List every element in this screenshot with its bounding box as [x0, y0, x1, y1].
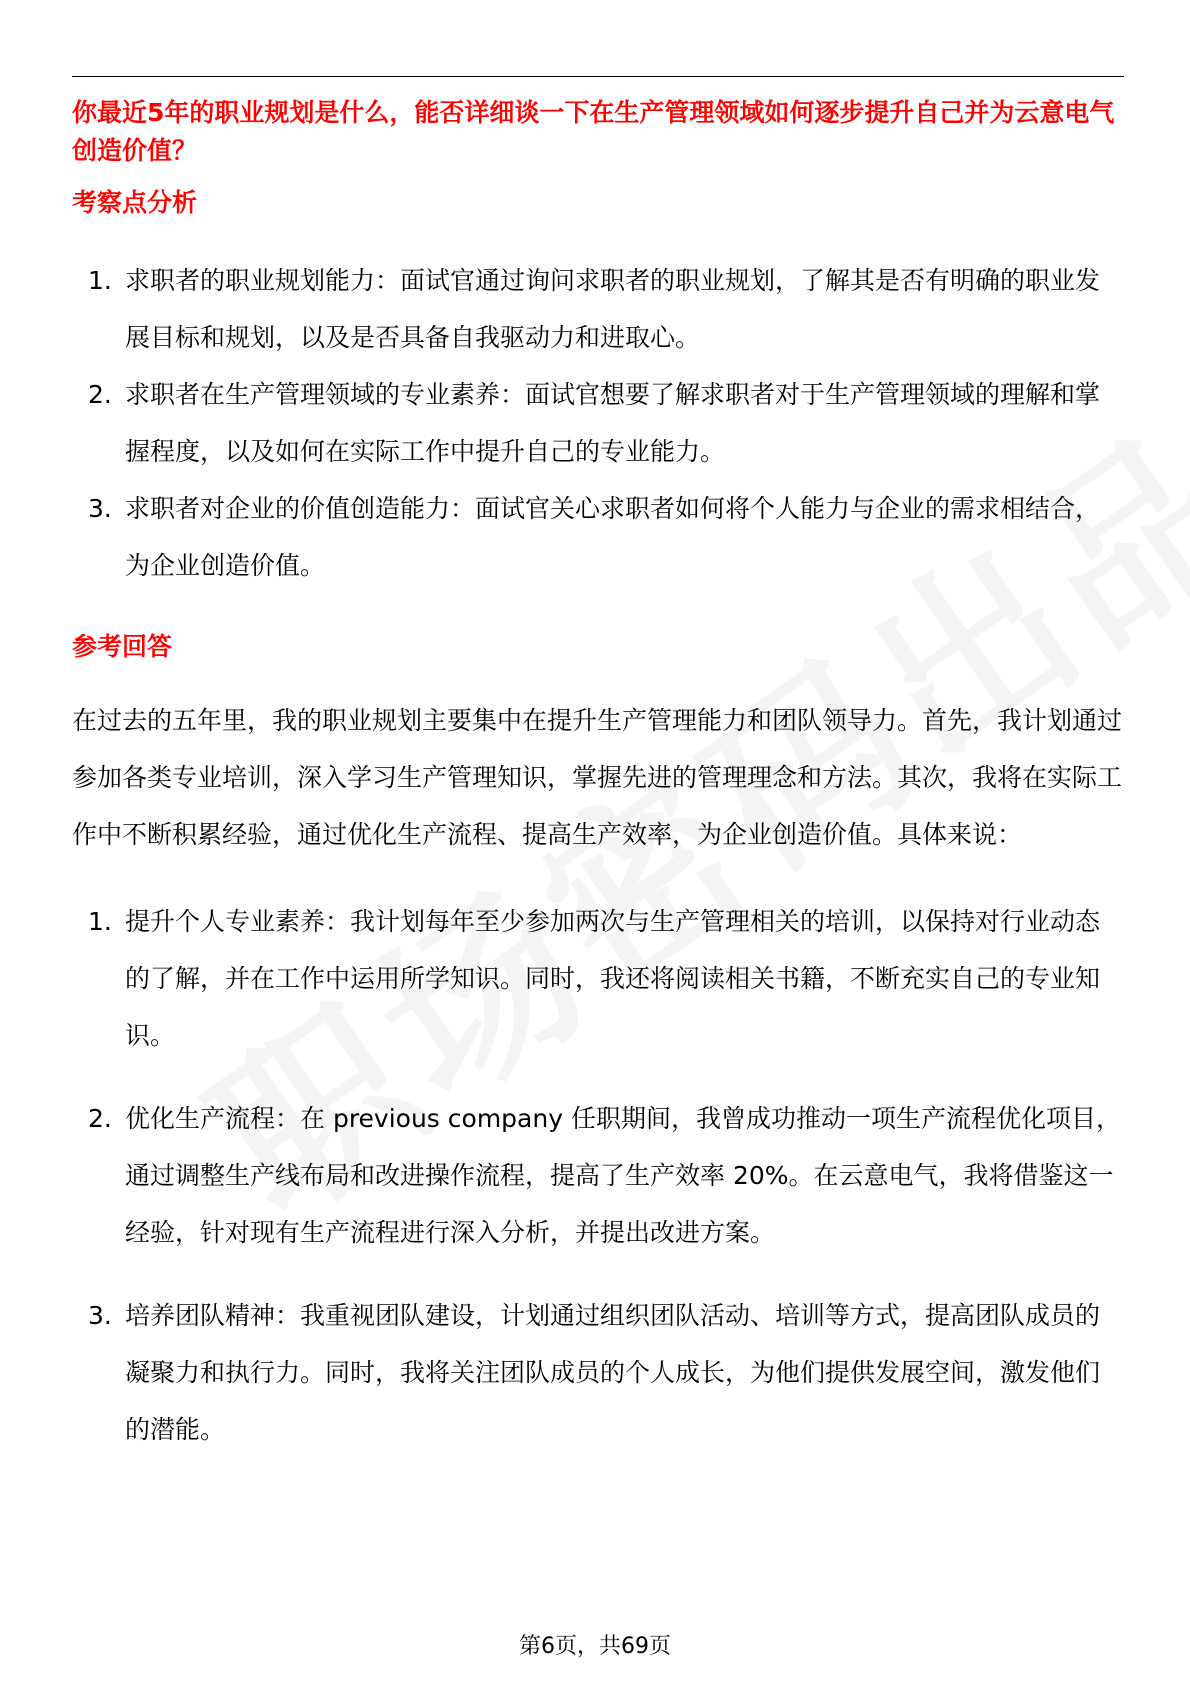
answer-heading: 参考回答	[72, 632, 173, 661]
top-divider	[72, 76, 1124, 77]
list-number: 2.	[88, 380, 112, 409]
list-item-text: 优化生产流程：在 previous company 任职期间，我曾成功推动一项生产流程优化项目，通过调整生产线布局和改进操作流程，提高了生产效率 20%。在云意电气，我将借鉴这一经验，针对现有生产流程进行深入分析，并提出改进方案。	[125, 1104, 1121, 1247]
list-number: 1.	[88, 907, 112, 936]
question-title: 你最近5年的职业规划是什么，能否详细谈一下在生产管理领域如何逐步提升自己并为云意电气创造价值？	[72, 98, 1115, 165]
list-item	[72, 1090, 1124, 1261]
list-item	[72, 893, 1124, 1064]
list-number: 3.	[88, 1301, 112, 1330]
list-item	[72, 1287, 1124, 1458]
page-number: 第6页，共69页	[519, 1634, 671, 1659]
list-item-text: 培养团队精神：我重视团队建设，计划通过组织团队活动、培训等方式，提高团队成员的凝聚力和执行力。同时，我将关注团队成员的个人成长，为他们提供发展空间，激发他们的潜能。	[125, 1301, 1101, 1444]
answer-intro: 在过去的五年里，我的职业规划主要集中在提升生产管理能力和团队领导力。首先，我计划通过参加各类专业培训，深入学习生产管理知识，掌握先进的管理理念和方法。其次，我将在实际工作中不断积累经验，通过优化生产流程、提高生产效率，为企业创造价值。具体来说：	[72, 706, 1123, 849]
list-item-text: 求职者在生产管理领域的专业素养：面试官想要了解求职者对于生产管理领域的理解和掌握程度，以及如何在实际工作中提升自己的专业能力。	[125, 380, 1101, 466]
list-item-text: 求职者的职业规划能力：面试官通过询问求职者的职业规划，了解其是否有明确的职业发展目标和规划，以及是否具备自我驱动力和进取心。	[125, 266, 1101, 352]
list-item-text: 提升个人专业素养：我计划每年至少参加两次与生产管理相关的培训，以保持对行业动态的了解，并在工作中运用所学知识。同时，我还将阅读相关书籍，不断充实自己的专业知识。	[125, 907, 1101, 1050]
page-content	[72, 94, 1124, 1458]
list-item	[72, 252, 1124, 366]
list-item	[72, 480, 1124, 594]
list-item-text: 求职者对企业的价值创造能力：面试官关心求职者如何将个人能力与企业的需求相结合，为企业创造价值。	[125, 494, 1101, 580]
answer-list	[72, 893, 1124, 1458]
analysis-list	[72, 252, 1124, 594]
list-number: 3.	[88, 494, 112, 523]
list-item	[72, 366, 1124, 480]
list-number: 1.	[88, 266, 112, 295]
analysis-heading: 考察点分析	[72, 188, 198, 217]
list-number: 2.	[88, 1104, 112, 1133]
